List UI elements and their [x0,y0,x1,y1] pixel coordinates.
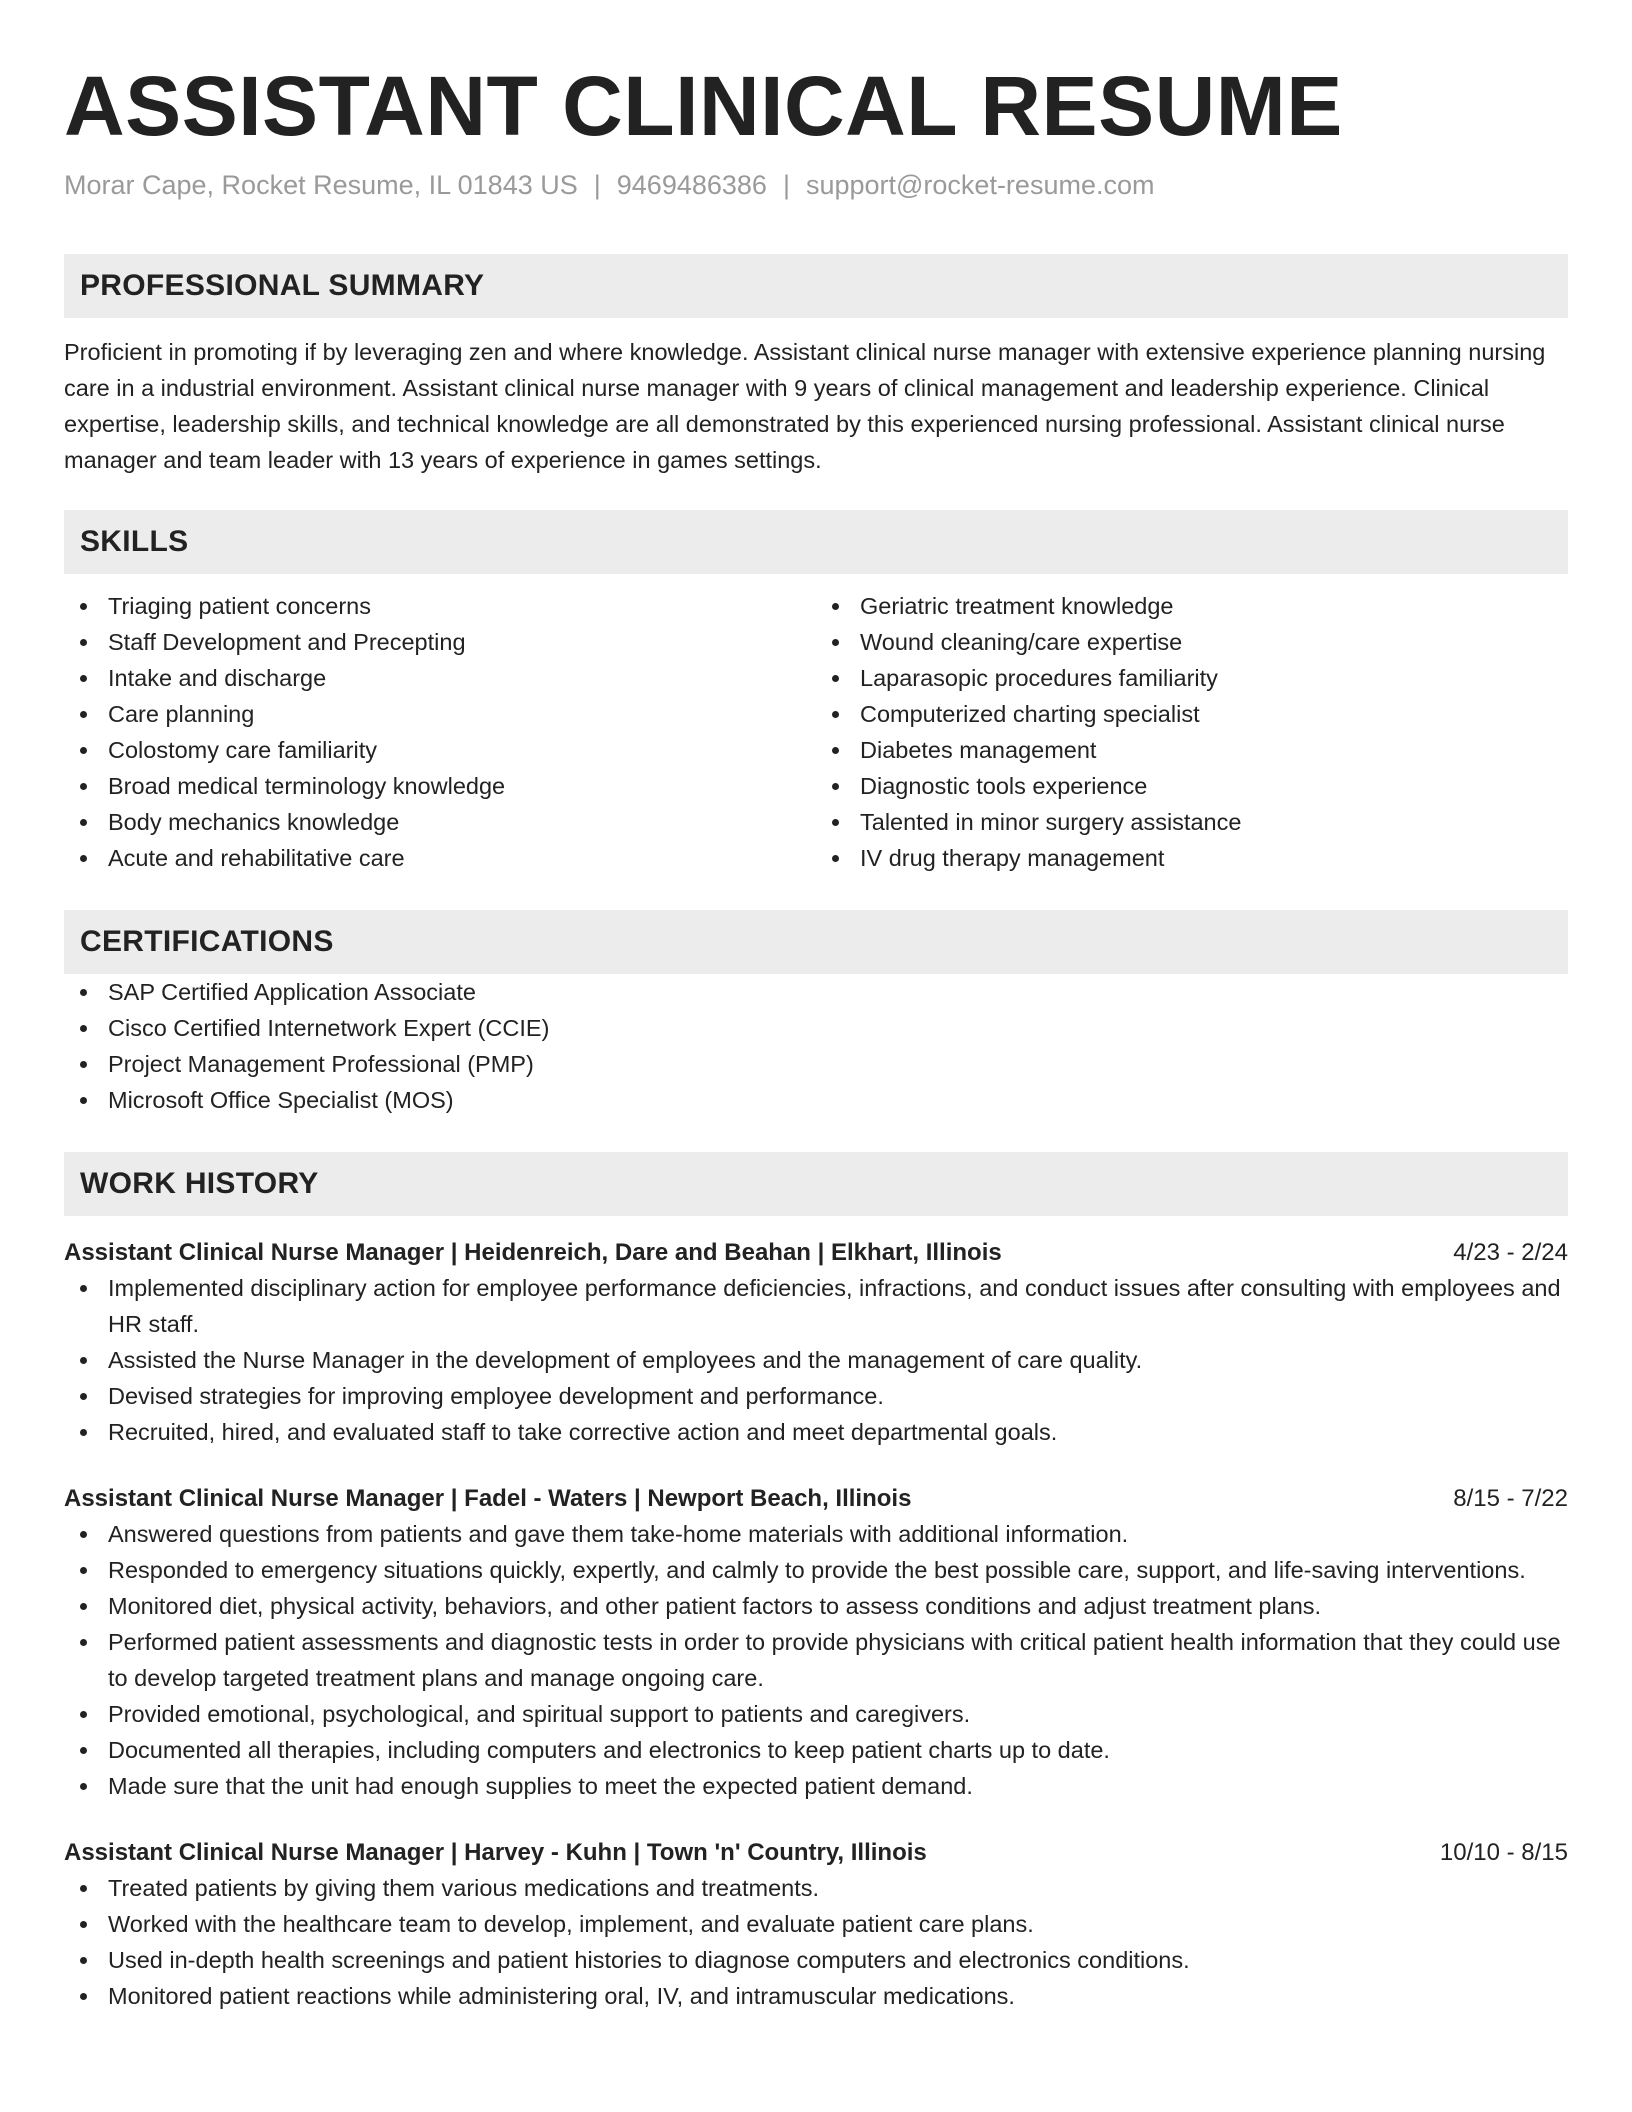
contact-separator: | [782,170,790,200]
job-dates: 10/10 - 8/15 [1439,1839,1568,1866]
skill-item-text: Colostomy care familiarity [108,737,378,763]
bullet-dot-icon [80,1393,87,1400]
job-bullet [64,1414,1568,1450]
job-bullet-list [64,1270,1568,1450]
skill-item-text: Triaging patient concerns [108,593,371,619]
job-bullet-text: Treated patients by giving them various medications and treatments. [108,1875,820,1901]
bullet-dot-icon [832,819,839,826]
job-header [64,1482,1568,1516]
skill-item [816,732,1568,768]
skill-item [64,696,816,732]
bullet-dot-icon [832,711,839,718]
bullet-dot-icon [80,1639,87,1646]
certification-item [64,1010,1568,1046]
skill-item [64,732,816,768]
bullet-dot-icon [80,711,87,718]
job-bullet-text: Responded to emergency situations quickly, expertly, and calmly to provide the best possible care, support, and life-saving interventions. [108,1557,1526,1583]
bullet-dot-icon [832,747,839,754]
bullet-dot-icon [80,603,87,610]
job-bullet [64,1552,1568,1588]
section-header-summary: PROFESSIONAL SUMMARY [64,254,1568,318]
bullet-dot-icon [80,1885,87,1892]
work-history-list [64,1236,1568,2014]
job-dates: 8/15 - 7/22 [1453,1485,1568,1512]
section-header-work-history: WORK HISTORY [64,1152,1568,1216]
contact-address: Morar Cape, Rocket Resume, IL 01843 US [64,170,578,200]
bullet-dot-icon [80,675,87,682]
contact-line [64,168,1568,202]
certifications-list [64,974,1568,1118]
skill-item-text: Talented in minor surgery assistance [860,809,1242,835]
skill-item-text: Laparasopic procedures familiarity [860,665,1218,691]
skill-item-text: Geriatric treatment knowledge [860,593,1174,619]
bullet-dot-icon [832,783,839,790]
skill-item-text: Diabetes management [860,737,1097,763]
bullet-dot-icon [80,1285,87,1292]
bullet-dot-icon [80,855,87,862]
contact-separator: | [593,170,601,200]
job-bullet [64,1732,1568,1768]
bullet-dot-icon [80,639,87,646]
bullet-dot-icon [80,1921,87,1928]
job-header [64,1836,1568,1870]
job-bullet-text: Answered questions from patients and gave them take-home materials with additional information. [108,1521,1129,1547]
job-title: Assistant Clinical Nurse Manager | Harvey - Kuhn | Town 'n' Country, Illinois [64,1839,927,1866]
job-bullet-text: Monitored patient reactions while administering oral, IV, and intramuscular medications. [108,1983,1015,2009]
certification-item [64,1082,1568,1118]
job-bullet-list [64,1516,1568,1804]
skill-item-text: Care planning [108,701,255,727]
bullet-dot-icon [832,675,839,682]
certification-item [64,1046,1568,1082]
job-title: Assistant Clinical Nurse Manager | Fadel - Waters | Newport Beach, Illinois [64,1485,912,1512]
job-bullet-text: Implemented disciplinary action for employee performance deficiencies, infractions, and conduct issues after consulting with employees and HR staff. [108,1275,1561,1337]
bullet-dot-icon [80,1025,87,1032]
certification-item [64,974,1568,1010]
skills-column-right [816,588,1568,876]
skill-item [64,660,816,696]
certification-item-text: Microsoft Office Specialist (MOS) [108,1087,454,1113]
skills-column-left [64,588,816,876]
skill-item [64,804,816,840]
job-bullet [64,1516,1568,1552]
job-bullet [64,1978,1568,2014]
skill-item [64,840,816,876]
bullet-dot-icon [80,1429,87,1436]
job-dates: 4/23 - 2/24 [1453,1239,1568,1266]
resume-title: ASSISTANT CLINICAL RESUME [64,59,1343,153]
skill-item [64,768,816,804]
job-bullet-text: Recruited, hired, and evaluated staff to take corrective action and meet departmental goals. [108,1419,1058,1445]
skill-item [64,588,816,624]
skill-item-text: Intake and discharge [108,665,327,691]
section-header-skills: SKILLS [64,510,1568,574]
bullet-dot-icon [832,639,839,646]
job-title: Assistant Clinical Nurse Manager | Heidenreich, Dare and Beahan | Elkhart, Illinois [64,1239,1002,1266]
bullet-dot-icon [80,1747,87,1754]
bullet-dot-icon [80,1357,87,1364]
bullet-dot-icon [832,603,839,610]
bullet-dot-icon [80,1603,87,1610]
bullet-dot-icon [80,1097,87,1104]
job-bullet-text: Monitored diet, physical activity, behaviors, and other patient factors to assess conditions and adjust treatment plans. [108,1593,1322,1619]
job-bullet-text: Assisted the Nurse Manager in the development of employees and the management of care quality. [108,1347,1143,1373]
bullet-dot-icon [832,855,839,862]
certification-item-text: Cisco Certified Internetwork Expert (CCIE) [108,1015,550,1041]
skill-item-text: Staff Development and Precepting [108,629,466,655]
bullet-dot-icon [80,989,87,996]
job-bullet-text: Used in-depth health screenings and patient histories to diagnose computers and electronics conditions. [108,1947,1190,1973]
bullet-dot-icon [80,1061,87,1068]
skill-item-text: Computerized charting specialist [860,701,1200,727]
skill-item-text: Wound cleaning/care expertise [860,629,1183,655]
bullet-dot-icon [80,819,87,826]
skill-item [64,624,816,660]
job-header [64,1236,1568,1270]
job-bullet [64,1588,1568,1624]
skill-item [816,624,1568,660]
job-bullet-list [64,1870,1568,2014]
summary-text: Proficient in promoting if by leveraging zen and where knowledge. Assistant clinical nurse manager with extensive experience planning nursing care in a industrial environment. Assistant clinical nurse manager with 9 years of clinical management and leadership experience. Clinical expertise, leadership skills, and technical knowledge are all demonstrated by this experienced nursing professional. Assistant clinical nurse manager and team leader with 13 years of experience in games settings. [64,339,1546,473]
job-bullet [64,1942,1568,1978]
bullet-dot-icon [80,1957,87,1964]
job-bullet [64,1270,1568,1342]
job-entry [64,1836,1568,2014]
skill-item [816,588,1568,624]
certification-item-text: Project Management Professional (PMP) [108,1051,534,1077]
job-bullet-text: Performed patient assessments and diagnostic tests in order to provide physicians with critical patient health information that they could use to develop targeted treatment plans and manage ongoing care. [108,1629,1561,1691]
skill-item-text: Broad medical terminology knowledge [108,773,506,799]
job-entry [64,1236,1568,1450]
job-bullet-text: Provided emotional, psychological, and spiritual support to patients and caregivers. [108,1701,971,1727]
job-bullet [64,1378,1568,1414]
job-bullet-text: Made sure that the unit had enough supplies to meet the expected patient demand. [108,1773,973,1799]
job-bullet-text: Devised strategies for improving employee development and performance. [108,1383,884,1409]
bullet-dot-icon [80,1993,87,2000]
skills-list-right [816,588,1568,876]
job-bullet [64,1768,1568,1804]
skill-item-text: Diagnostic tools experience [860,773,1148,799]
skill-item-text: IV drug therapy management [860,845,1165,871]
section-header-certifications: CERTIFICATIONS [64,910,1568,974]
job-bullet [64,1624,1568,1696]
certification-item-text: SAP Certified Application Associate [108,979,476,1005]
skills-list-left [64,588,816,876]
job-bullet [64,1342,1568,1378]
contact-email: support@rocket-resume.com [805,170,1155,200]
job-bullet [64,1906,1568,1942]
bullet-dot-icon [80,1567,87,1574]
skill-item [816,804,1568,840]
job-entry [64,1482,1568,1804]
skills-grid [64,588,1568,876]
skill-item-text: Body mechanics knowledge [108,809,400,835]
bullet-dot-icon [80,1711,87,1718]
skill-item-text: Acute and rehabilitative care [108,845,405,871]
contact-phone: 9469486386 [616,170,767,200]
bullet-dot-icon [80,747,87,754]
job-bullet-text: Worked with the healthcare team to develop, implement, and evaluate patient care plans. [108,1911,1034,1937]
bullet-dot-icon [80,783,87,790]
skill-item [816,696,1568,732]
job-bullet [64,1696,1568,1732]
job-bullet [64,1870,1568,1906]
skill-item [816,660,1568,696]
skill-item [816,840,1568,876]
bullet-dot-icon [80,1783,87,1790]
bullet-dot-icon [80,1531,87,1538]
job-bullet-text: Documented all therapies, including computers and electronics to keep patient charts up to date. [108,1737,1110,1763]
skill-item [816,768,1568,804]
